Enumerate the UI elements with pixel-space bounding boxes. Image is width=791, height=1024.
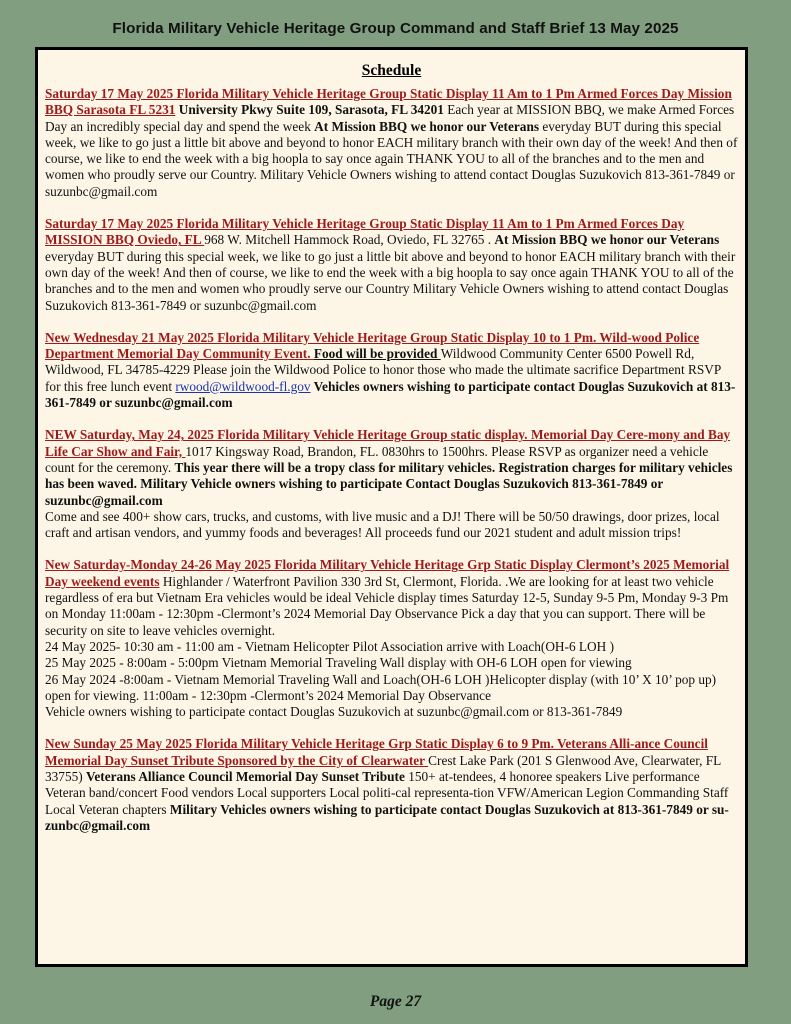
entry-line: 24 May 2025- 10:30 am - 11:00 am - Vietnam Helicopter Pilot Association arrive with Loach(OH-6 LOH )	[45, 638, 614, 654]
entry-bold-text: At Mission BBQ we honor our Veterans	[494, 232, 720, 248]
schedule-panel	[35, 47, 748, 967]
page-number: Page 27	[369, 993, 422, 1010]
schedule-entry-5	[45, 557, 738, 720]
entry-text: Highlander / Waterfront Pavilion 330 3rd St, Clermont, Florida. .We are looking for at least two vehicle regardless of era but Vietnam Era vehicles would be ideal Vehicle display times Saturday 12-5, Sunday 9-5 Pm, Monday 9-3 Pm on Monday 11:00am - 12:30pm -Clermont’s 2024 Memorial Day Observance Pick a day that you can support. There will be security on site to leave vehicles overnight.	[45, 573, 729, 638]
page-header-title: Florida Military Vehicle Heritage Group Command and Staff Brief 13 May 2025	[112, 20, 679, 37]
entry-bold-text: At Mission BBQ we honor our Veterans	[314, 118, 540, 134]
entry-text: everyday BUT during this special week, we like to go just a little bit above and beyond to honor EACH military branch with their own day of the week! And then of course, we like to end the week with a big hoopla to say once again THANK YOU to all of the branches and to the men and women who proudly serve our Country Military Vehicle Owners wishing to attend contact Douglas Suzukovich 813-361-7849 or suzunbc@gmail.com	[45, 248, 736, 313]
entry-line: Vehicle owners wishing to participate contact Douglas Suzukovich at suzunbc@gmail.com or 813-361-7849	[45, 704, 623, 720]
entry-text: Come and see 400+ show cars, trucks, and customs, with live music and a DJ! There will be 50/50 drawings, door prizes, local craft and artisan vendors, and yummy foods and beverages! All proceeds fund our 2021 student and adult mission trips!	[45, 508, 720, 541]
entry-line: 26 May 2024 -8:00am - Vietnam Memorial Traveling Wall and Loach(OH-6 LOH )Helicopter display (with 10’ X 10’ pop up) open for viewing. 11:00am - 12:30pm -Clermont’s 2024 Memorial Day Observance	[45, 671, 717, 703]
schedule-entry-1	[45, 86, 738, 200]
entry-text: everyday BUT during this special week, we like to go just a little bit above and beyond to honor EACH military branch with their own day of the week! And then of course, we like to end the week with a big hoopla to say once again THANK YOU to all of the branches and to the men and women who proudly serve our Country. Military Vehicle Owners wishing to attend contact Douglas Suzukovich 813-361-7849 or suzunbc@gmail.com	[45, 118, 738, 199]
entry-heading: NEW Saturday, May 24, 2025 Florida Military Vehicle Heritage Group static display. Memorial Day Cere-mony and Bay Life Car Show and Fair,	[45, 427, 731, 459]
entry-heading: Saturday 17 May 2025 Florida Military Vehicle Heritage Group Static Display 11 Am to 1 Pm Armed Forces Day MISSION BBQ Oviedo, FL	[45, 216, 685, 248]
schedule-title: Schedule	[361, 62, 422, 79]
entry-heading: New Sunday 25 May 2025 Florida Military Vehicle Heritage Grp Static Display 6 to 9 Pm. Veterans Alli-ance Council Memorial Day Sunset Tribute Sponsored by the City of Clearwater	[45, 736, 708, 768]
entry-food-note: Food will be provided	[313, 346, 441, 362]
schedule-entry-6	[45, 736, 738, 834]
entry-text: 150+ at-tendees, 4 honoree speakers Live performance Veteran band/concert Food vendors Local supporters Local politi-cal representa-tion VFW/American Legion Commanding Staff Local Veteran chapters	[45, 768, 729, 817]
entry-text: 1017 Kingsway Road, Brandon, FL. 0830hrs to 1500hrs. Please RSVP as organizer need a vehicle count for the ceremony.	[45, 443, 709, 475]
entry-bold-text: Veterans Alliance Council Memorial Day Sunset Tribute	[86, 768, 405, 784]
email-link[interactable]: rwood@wildwood-fl.gov	[175, 378, 311, 394]
entry-address: University Pkwy Suite 109, Sarasota, FL 34201	[175, 102, 444, 118]
schedule-entry-3	[45, 330, 738, 411]
entry-bold-text: This year there will be a tropy class for military vehicles. Registration charges for military vehicles has been waved. Military Vehicle owners wishing to participate Contact Douglas Suzukovich 813-361-7849 or suzunbc@gmail.com	[45, 459, 733, 508]
entry-text: Crest Lake Park (201 S Glenwood Ave, Clearwater, FL 33755)	[45, 752, 721, 784]
schedule-entry-4	[45, 427, 738, 541]
entry-bold-text: Vehicles owners wishing to participate contact Douglas Suzukovich at 813-361-7849 or suzunbc@gmail.com	[45, 378, 736, 411]
schedule-entry-2	[45, 216, 738, 314]
entry-text: Each year at MISSION BBQ, we make Armed Forces Day an incredibly special day and spend the week	[45, 102, 735, 134]
entry-heading: Saturday 17 May 2025 Florida Military Vehicle Heritage Group Static Display 11 Am to 1 Pm Armed Forces Day Mission BBQ Sarasota FL 5231	[45, 86, 732, 118]
entry-heading: New Wednesday 21 May 2025 Florida Military Vehicle Heritage Group Static Display 10 to 1 Pm. Wild-wood Police Department Memorial Day Community Event.	[45, 329, 700, 362]
entry-text: 968 W. Mitchell Hammock Road, Oviedo, FL 32765 .	[204, 232, 495, 248]
entry-bold-text: Military Vehicles owners wishing to participate contact Douglas Suzukovich at 813-361-7849 or su-zunbc@gmail.com	[45, 801, 729, 833]
entry-line: 25 May 2025 - 8:00am - 5:00pm Vietnam Memorial Traveling Wall display with OH-6 LOH open for viewing	[45, 655, 632, 671]
entry-heading: New Saturday-Monday 24-26 May 2025 Florida Military Vehicle Heritage Grp Static Display Clermont’s 2025 Memorial Day weekend events	[45, 557, 730, 589]
entry-text: Wildwood Community Center 6500 Powell Rd, Wildwood, FL 34785-4229 Please join the Wildwood Police to honor those who made the ultimate sacrifice Department RSVP for this free lunch event	[45, 346, 721, 394]
